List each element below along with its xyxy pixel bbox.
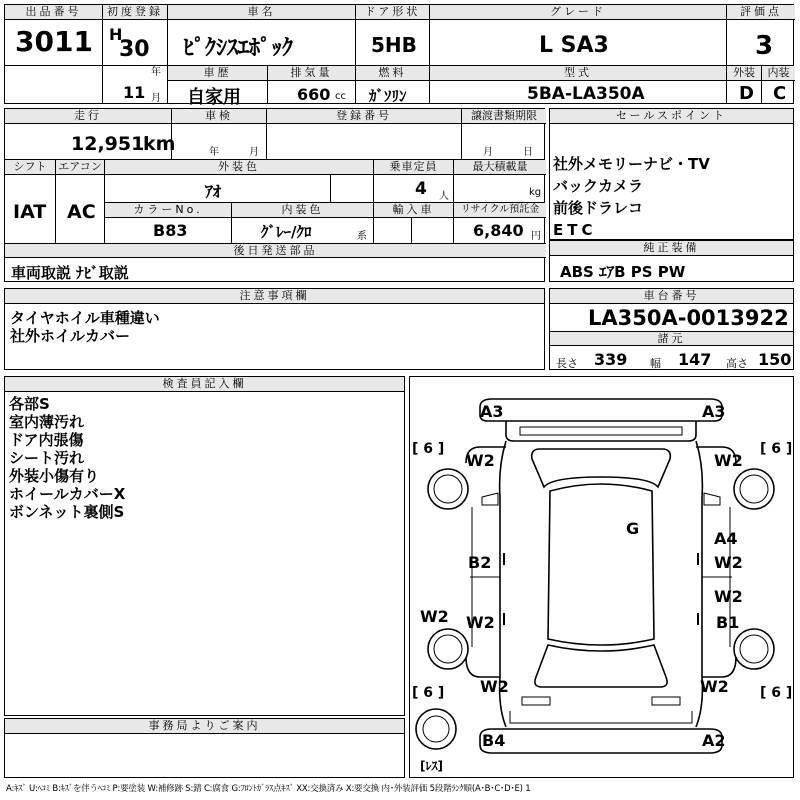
lot-number: 3011 bbox=[15, 25, 93, 58]
exterior-color: ｱｵ bbox=[205, 182, 222, 201]
chassis-label: 車台番号 bbox=[550, 289, 793, 304]
inspector-item: シート汚れ bbox=[9, 449, 85, 467]
exterior-color-label: 外装色 bbox=[105, 160, 373, 175]
vehicle-details-table bbox=[4, 108, 545, 282]
transfer-month-unit: 月 bbox=[483, 147, 493, 158]
inspector-item: ボンネット裏側S bbox=[9, 503, 125, 521]
history-label: 車歴 bbox=[168, 66, 267, 81]
later-parts: 車両取説 ﾅﾋﾞ取説 bbox=[11, 264, 129, 282]
interior-suffix: 系 bbox=[357, 231, 367, 242]
capacity-label: 乗車定員 bbox=[374, 160, 453, 175]
caution-item: 社外ホイルカバー bbox=[10, 327, 131, 345]
inspector-notes-box bbox=[4, 376, 405, 716]
month-unit: 月 bbox=[151, 93, 161, 104]
chassis-box bbox=[549, 288, 794, 370]
genuine-equipment-box bbox=[549, 240, 794, 282]
car-diagram-svg bbox=[410, 377, 793, 777]
tread-front-left: [ 6 ] bbox=[412, 441, 445, 457]
model-code: 5BA-LA350A bbox=[527, 84, 645, 104]
first-reg-year: 30 bbox=[119, 37, 150, 62]
car-name-label: 車名 bbox=[168, 5, 355, 20]
grade-label: グレード bbox=[430, 5, 726, 20]
mark-a4: A4 bbox=[714, 529, 738, 548]
mark-w2: W2 bbox=[714, 553, 743, 572]
mark-b1: B1 bbox=[716, 613, 740, 632]
lot-label: 出品番号 bbox=[5, 5, 102, 20]
era: H bbox=[109, 25, 123, 44]
mark-a2: A2 bbox=[702, 731, 726, 750]
mark-b2: B2 bbox=[468, 553, 492, 572]
ac: AC bbox=[67, 201, 96, 223]
regno-label: 登録番号 bbox=[267, 109, 461, 124]
capacity-unit: 人 bbox=[439, 191, 449, 202]
spare-tire-label: [ﾚｽ] bbox=[420, 759, 443, 773]
sales-point-box bbox=[549, 108, 794, 240]
first-reg-month: 11 bbox=[123, 83, 146, 102]
ac-label: エアコン bbox=[56, 160, 104, 175]
shift-label: シフト bbox=[5, 160, 55, 175]
sales-point-item: バックカメラ bbox=[553, 177, 644, 195]
recycle-label: リサイクル預託金 bbox=[454, 203, 546, 218]
inspector-item: 外装小傷有り bbox=[9, 467, 100, 485]
tread-rear-right: [ 6 ] bbox=[760, 685, 793, 701]
mark-w2: W2 bbox=[714, 587, 743, 606]
load-unit: kg bbox=[529, 187, 542, 198]
import-label: 輸入車 bbox=[374, 203, 453, 218]
top-info-table bbox=[4, 4, 794, 108]
mark-w2: W2 bbox=[466, 613, 495, 632]
height: 150 bbox=[758, 350, 792, 369]
fuel: ｶﾞｿﾘﾝ bbox=[369, 87, 407, 105]
load-label: 最大積載量 bbox=[454, 160, 546, 175]
score: 3 bbox=[755, 31, 774, 61]
tread-front-right: [ 6 ] bbox=[760, 441, 793, 457]
mark-w2: W2 bbox=[420, 607, 449, 626]
mark-w2: W2 bbox=[466, 451, 495, 470]
ext-label: 外装 bbox=[727, 66, 761, 81]
model-label: 型式 bbox=[430, 66, 726, 81]
grade: L SA3 bbox=[539, 33, 609, 58]
inspection-month-unit: 月 bbox=[249, 147, 259, 158]
color-number: B83 bbox=[153, 221, 188, 240]
office-notice-box bbox=[4, 718, 405, 778]
damage-diagram bbox=[409, 376, 794, 778]
door-label: ドア形状 bbox=[356, 5, 429, 20]
displacement: 660 bbox=[297, 85, 331, 104]
transfer-day-unit: 日 bbox=[523, 147, 533, 158]
capacity: 4 bbox=[415, 179, 427, 199]
int-label: 内装 bbox=[762, 66, 795, 81]
ext-grade: D bbox=[739, 83, 754, 104]
colorno-label: カラーNo. bbox=[105, 203, 231, 218]
interior-color-label: 内装色 bbox=[232, 203, 373, 218]
tread-rear-left: [ 6 ] bbox=[412, 685, 445, 701]
int-grade: C bbox=[773, 83, 787, 104]
inspector-label: 検査員記入欄 bbox=[5, 377, 404, 392]
transfer-label: 譲渡書類期限 bbox=[462, 109, 546, 124]
office-label: 事務局よりご案内 bbox=[5, 719, 404, 734]
caution-item: タイヤホイル車種違い bbox=[10, 309, 160, 327]
spec-label: 諸元 bbox=[550, 331, 793, 346]
interior-color: ｸﾞﾚｰ/ｸﾛ bbox=[261, 223, 312, 241]
inspection-label: 車検 bbox=[172, 109, 266, 124]
caution-label: 注意事項欄 bbox=[5, 289, 544, 304]
inspector-item: ホイールカバーX bbox=[9, 485, 126, 503]
width: 147 bbox=[678, 350, 712, 369]
mark-a3-left: A3 bbox=[480, 402, 504, 421]
mark-w2: W2 bbox=[700, 677, 729, 696]
inspection-year-unit: 年 bbox=[209, 147, 219, 158]
width-label: 幅 bbox=[650, 357, 661, 370]
genuine-equipment-label: 純正装備 bbox=[550, 241, 793, 256]
legend-footer: A:ｷｽﾞ U:ﾍｺﾐ B:ｷｽﾞを伴うﾍｺﾐ P:要塗装 W:補修跡 S:錆 C:腐食 G:ﾌﾛﾝﾄｶﾞﾗｽ点ｷｽﾞ XX:交換済み X:要交換 内･外装評価 5段階ﾗﾝｸ順(A･B･C･D･E) 1 bbox=[6, 784, 531, 794]
mark-a3-right: A3 bbox=[702, 402, 726, 421]
year-unit: 年 bbox=[151, 67, 161, 78]
caution-box bbox=[4, 288, 545, 370]
mileage: 12,951 bbox=[71, 133, 145, 155]
score-label: 評価点 bbox=[727, 5, 795, 20]
mark-b4: B4 bbox=[482, 731, 506, 750]
displacement-label: 排気量 bbox=[268, 66, 355, 81]
recycle-unit: 円 bbox=[531, 231, 541, 242]
first-reg-label: 初度登録 bbox=[103, 5, 167, 20]
mileage-label: 走行 bbox=[5, 109, 171, 124]
shift: IAT bbox=[13, 201, 47, 223]
mileage-unit: km bbox=[143, 133, 176, 155]
mark-w2: W2 bbox=[714, 451, 743, 470]
mark-g: G bbox=[626, 519, 640, 538]
sales-point-item: 社外メモリーナビ・TV bbox=[553, 155, 710, 173]
inspector-item: 各部S bbox=[9, 395, 50, 413]
inspector-item: 室内薄汚れ bbox=[9, 413, 85, 431]
sales-point-list bbox=[553, 153, 710, 241]
sales-point-item: 前後ドラレコ bbox=[553, 199, 644, 217]
length-label: 長さ bbox=[556, 357, 578, 370]
car-name: ﾋﾟｸｼｽｴﾎﾟｯｸ bbox=[183, 36, 294, 61]
length: 339 bbox=[594, 350, 628, 369]
genuine-equipment: ABS ｴｱB PS PW bbox=[560, 263, 686, 281]
mark-w2: W2 bbox=[480, 677, 509, 696]
fuel-label: 燃料 bbox=[356, 66, 429, 81]
door-type: 5HB bbox=[371, 33, 417, 57]
sales-point-label: セールスポイント bbox=[550, 109, 793, 124]
later-parts-label: 後日発送部品 bbox=[5, 243, 546, 258]
height-label: 高さ bbox=[726, 357, 748, 370]
history: 自家用 bbox=[187, 87, 241, 108]
sales-point-item: ETC bbox=[553, 221, 597, 239]
chassis-number: LA350A-0013922 bbox=[588, 306, 789, 330]
recycle-fee: 6,840 bbox=[473, 221, 524, 240]
displacement-unit: cc bbox=[335, 91, 346, 102]
inspector-item: ドア内張傷 bbox=[9, 431, 84, 449]
